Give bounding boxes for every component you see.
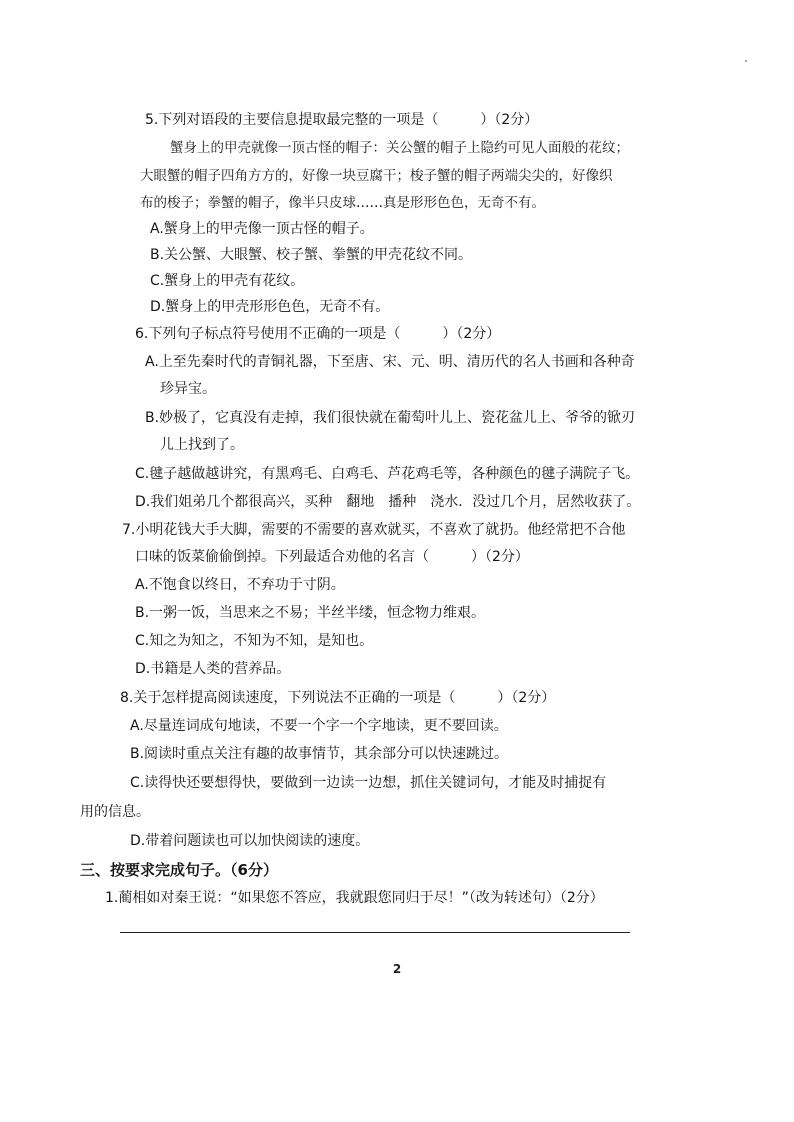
question-6-option-b-line-2: 儿上找到了。 [160, 437, 244, 453]
question-7-stem-line-2: 口味的饭菜偷偷倒掉。下列最适合劝他的名言（ ）（2分） [135, 549, 529, 565]
question-7-stem-line-1: 7.小明花钱大手大脚，需要的不需要的喜欢就买，不喜欢了就扔。他经常把不合他 [122, 522, 626, 538]
question-7-option-c: C.知之为知之，不知为不知，是知也。 [135, 633, 374, 649]
question-5-stem: 5.下列对语段的主要信息提取最完整的一项是（ ）（2分） [145, 112, 539, 128]
question-6-stem: 6.下列句子标点符号使用不正确的一项是（ ）（2分） [135, 326, 501, 342]
question-5-option-d: D.蟹身上的甲壳形形色色，无奇不有。 [150, 299, 390, 315]
question-5-option-c: C.蟹身上的甲壳有花纹。 [150, 273, 305, 289]
question-5-option-b: B.关公蟹、大眼蟹、校子蟹、拳蟹的甲壳花纹不同。 [150, 247, 473, 263]
question-8-option-b: B.阅读时重点关注有趣的故事情节，其余部分可以快速跳过。 [130, 746, 509, 762]
section-3-heading: 三、按要求完成句子。（6分） [80, 861, 278, 879]
question-7-option-a: A.不饱食以终日，不弃功于寸阴。 [135, 577, 345, 593]
question-8-option-c-line-1: C.读得快还要想得快，要做到一边读一边想，抓住关键词句，才能及时捕捉有 [130, 775, 607, 791]
passage-line-3: 布的梭子；拳蟹的帽子，像半只皮球……真是形形色色，无奇不有。 [140, 195, 545, 211]
question-5-option-a: A.蟹身上的甲壳像一顶古怪的帽子。 [150, 221, 374, 237]
question-6-option-c: C.毽子越做越讲究，有黑鸡毛、白鸡毛、芦花鸡毛等，各种颜色的毽子满院子飞。 [135, 466, 640, 482]
passage-line-2: 大眼蟹的帽子四角方方的，好像一块豆腐干；梭子蟹的帽子两端尖尖的，好像织 [140, 168, 613, 184]
question-8-stem: 8.关于怎样提高阅读速度，下列说法不正确的一项是（ ）（2分） [120, 690, 556, 706]
question-6-option-a-line-2: 珍异宝。 [160, 381, 216, 397]
question-7-option-b: B.一粥一饭，当思来之不易；半丝半缕，恒念物力维艰。 [135, 605, 486, 621]
question-6-option-b-line-1: B.妙极了，它真没有走掉，我们很快就在葡萄叶儿上、瓷花盆儿上、爷爷的锨刃 [145, 410, 636, 426]
scan-speck [745, 60, 747, 62]
question-8-option-d: D.带着问题读也可以加快阅读的速度。 [130, 833, 370, 849]
question-8-option-a: A.尽量连词成句地读，不要一个字一个字地读，更不要回读。 [130, 718, 508, 734]
question-7-option-d: D.书籍是人类的营养品。 [135, 661, 291, 677]
question-8-option-c-line-2: 用的信息。 [80, 804, 150, 820]
section-3-question-1: 1.蔺相如对秦王说：“如果您不答应，我就跟您同归于尽！”（改为转述句）（2分） [105, 890, 604, 906]
question-6-option-a-line-1: A.上至先秦时代的青铜礼器，下至唐、宋、元、明、清历代的名人书画和各种奇 [145, 354, 635, 370]
answer-line [120, 932, 630, 933]
question-6-option-d: D.我们姐弟几个都很高兴，买种 翻地 播种 浇水．没过几个月，居然收获了。 [135, 494, 641, 510]
passage-line-1: 蟹身上的甲壳就像一顶古怪的帽子：关公蟹的帽子上隐约可见人面般的花纹； [170, 140, 629, 156]
page-number: 2 [392, 962, 402, 976]
